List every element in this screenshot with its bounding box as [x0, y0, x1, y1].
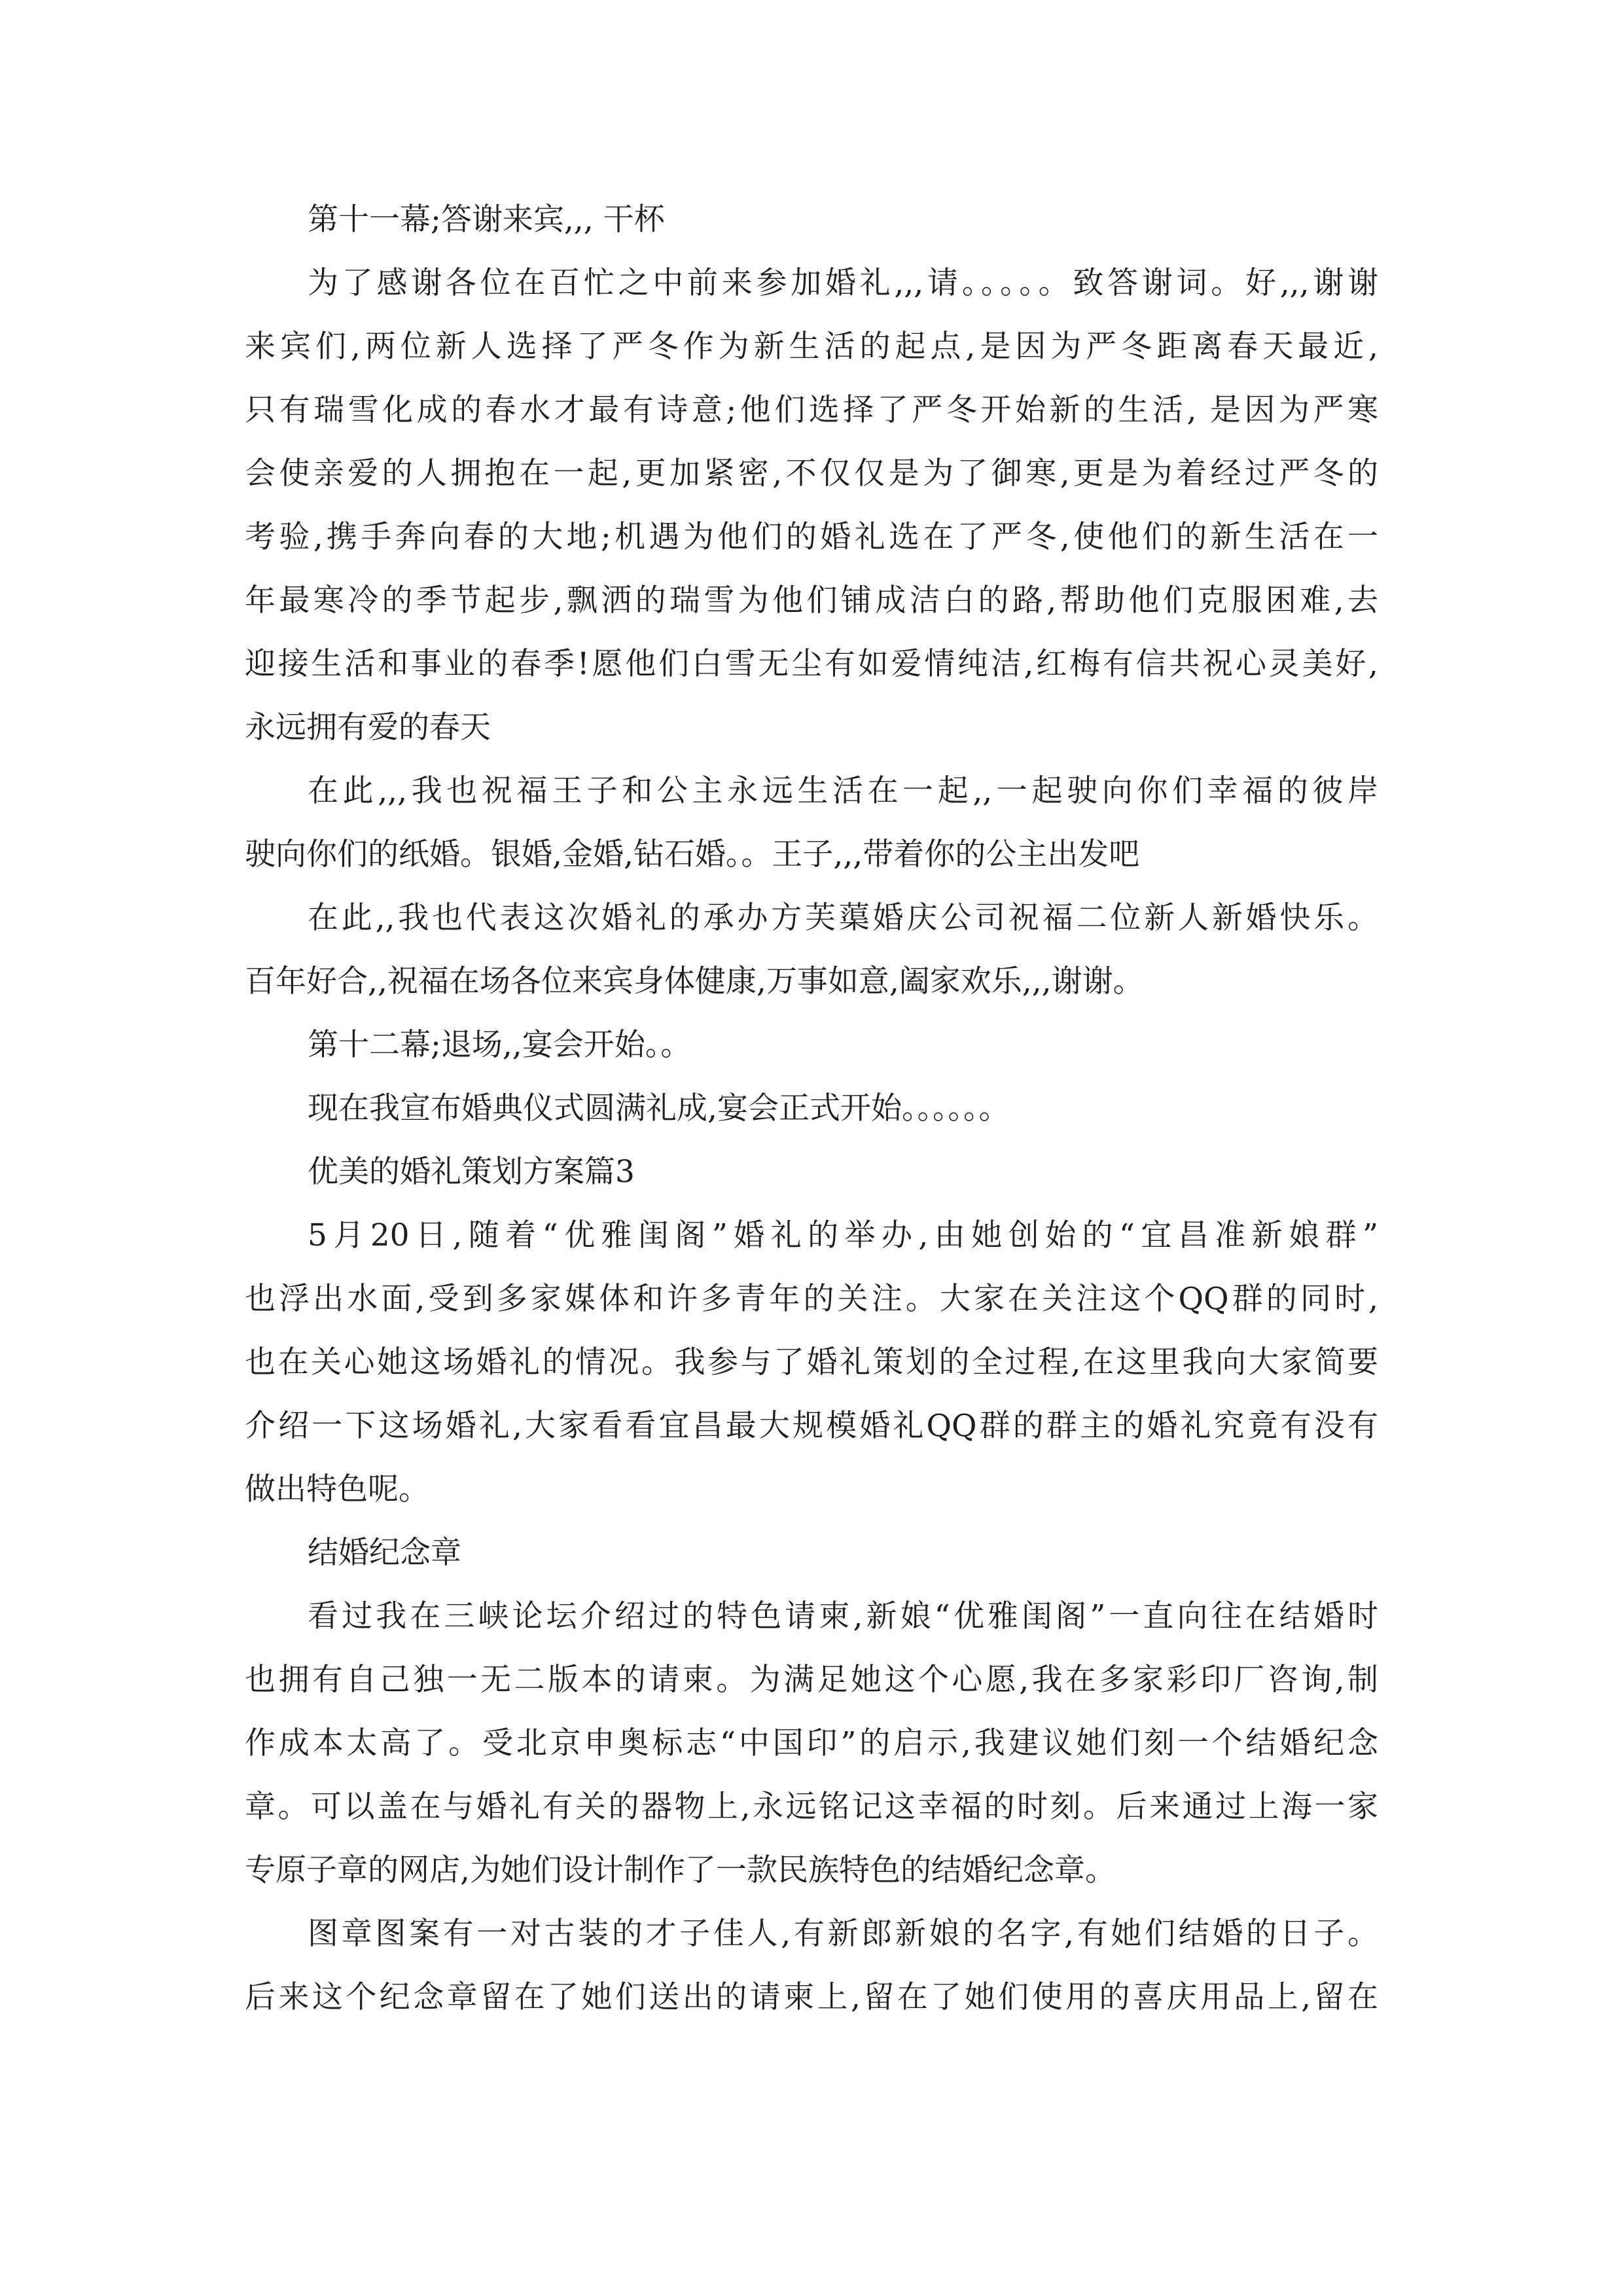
text-line: 现在我宣布婚典仪式圆满礼成,宴会正式开始。。。。。。 — [308, 1090, 1010, 1126]
subsection-heading: 结婚纪念章 — [308, 1535, 461, 1571]
text-line: 年最寒冷的季节起步,飘洒的瑞雪为他们铺成洁白的路,帮助他们克服困难,去 — [245, 583, 1378, 619]
text-line: 只有瑞雪化成的春水才最有诗意;他们选择了严冬开始新的生活, 是因为严寒 — [245, 392, 1378, 428]
text-line: 介绍一下这场婚礼,大家看看宜昌最大规模婚礼QQ群的群主的婚礼究竟有没有 — [245, 1408, 1378, 1444]
text-line: 百年好合,,祝福在场各位来宾身体健康,万事如意,阖家欢乐,,,谢谢。 — [245, 963, 1144, 999]
text-line: 会使亲爱的人拥抱在一起,更加紧密,不仅仅是为了御寒,更是为着经过严冬的 — [245, 456, 1378, 492]
text-line: 做出特色呢。 — [245, 1471, 429, 1507]
text-line: 专原子章的网店,为她们设计制作了一款民族特色的结婚纪念章。 — [245, 1852, 1116, 1888]
text-line: 章。可以盖在与婚礼有关的器物上,永远铭记这幸福的时刻。后来通过上海一家 — [245, 1789, 1378, 1825]
text-line: 作成本太高了。受北京申奥标志“中国印”的启示,我建议她们刻一个结婚纪念 — [245, 1725, 1378, 1761]
text-line: 来宾们,两位新人选择了严冬作为新生活的起点,是因为严冬距离春天最近, — [245, 329, 1378, 365]
text-line: 第十二幕;退场,,宴会开始。。 — [308, 1027, 692, 1063]
text-line: 考验,携手奔向春的大地;机遇为他们的婚礼选在了严冬,使他们的新生活在一 — [245, 519, 1378, 555]
text-line: 5月20日,随着“优雅闺阁”婚礼的举办,由她创始的“宜昌准新娘群” — [308, 1217, 1378, 1253]
text-line: 图章图案有一对古装的才子佳人,有新郎新娘的名字,有她们结婚的日子。 — [308, 1916, 1378, 1952]
text-line: 也拥有自己独一无二版本的请柬。为满足她这个心愿,我在多家彩印厂咨询,制 — [245, 1662, 1378, 1698]
text-line: 永远拥有爱的春天 — [245, 709, 491, 745]
text-line: 后来这个纪念章留在了她们送出的请柬上,留在了她们使用的喜庆用品上,留在 — [245, 1979, 1378, 2015]
text-line: 也在关心她这场婚礼的情况。我参与了婚礼策划的全过程,在这里我向大家简要 — [245, 1344, 1378, 1380]
text-line: 看过我在三峡论坛介绍过的特色请柬,新娘“优雅闺阁”一直向往在结婚时 — [308, 1598, 1378, 1634]
text-line: 也浮出水面,受到多家媒体和许多青年的关注。大家在关注这个QQ群的同时, — [245, 1281, 1378, 1317]
text-line: 在此,,我也代表这次婚礼的承办方芙蕖婚庆公司祝福二位新人新婚快乐。 — [308, 900, 1378, 936]
text-line: 第十一幕;答谢来宾,,, 干杯 — [308, 202, 665, 238]
section-heading: 优美的婚礼策划方案篇3 — [308, 1154, 635, 1190]
text-line: 在此,,,我也祝福王子和公主永远生活在一起,,一起驶向你们幸福的彼岸 — [308, 773, 1378, 809]
text-line: 为了感谢各位在百忙之中前来参加婚礼,,,请。。。。。致答谢词。好,,,谢谢 — [308, 265, 1378, 301]
text-line: 迎接生活和事业的春季!愿他们白雪无尘有如爱情纯洁,红梅有信共祝心灵美好, — [245, 646, 1378, 682]
text-line: 驶向你们的纸婚。银婚,金婚,钻石婚。。王子,,,带着你的公主出发吧 — [245, 836, 1140, 872]
